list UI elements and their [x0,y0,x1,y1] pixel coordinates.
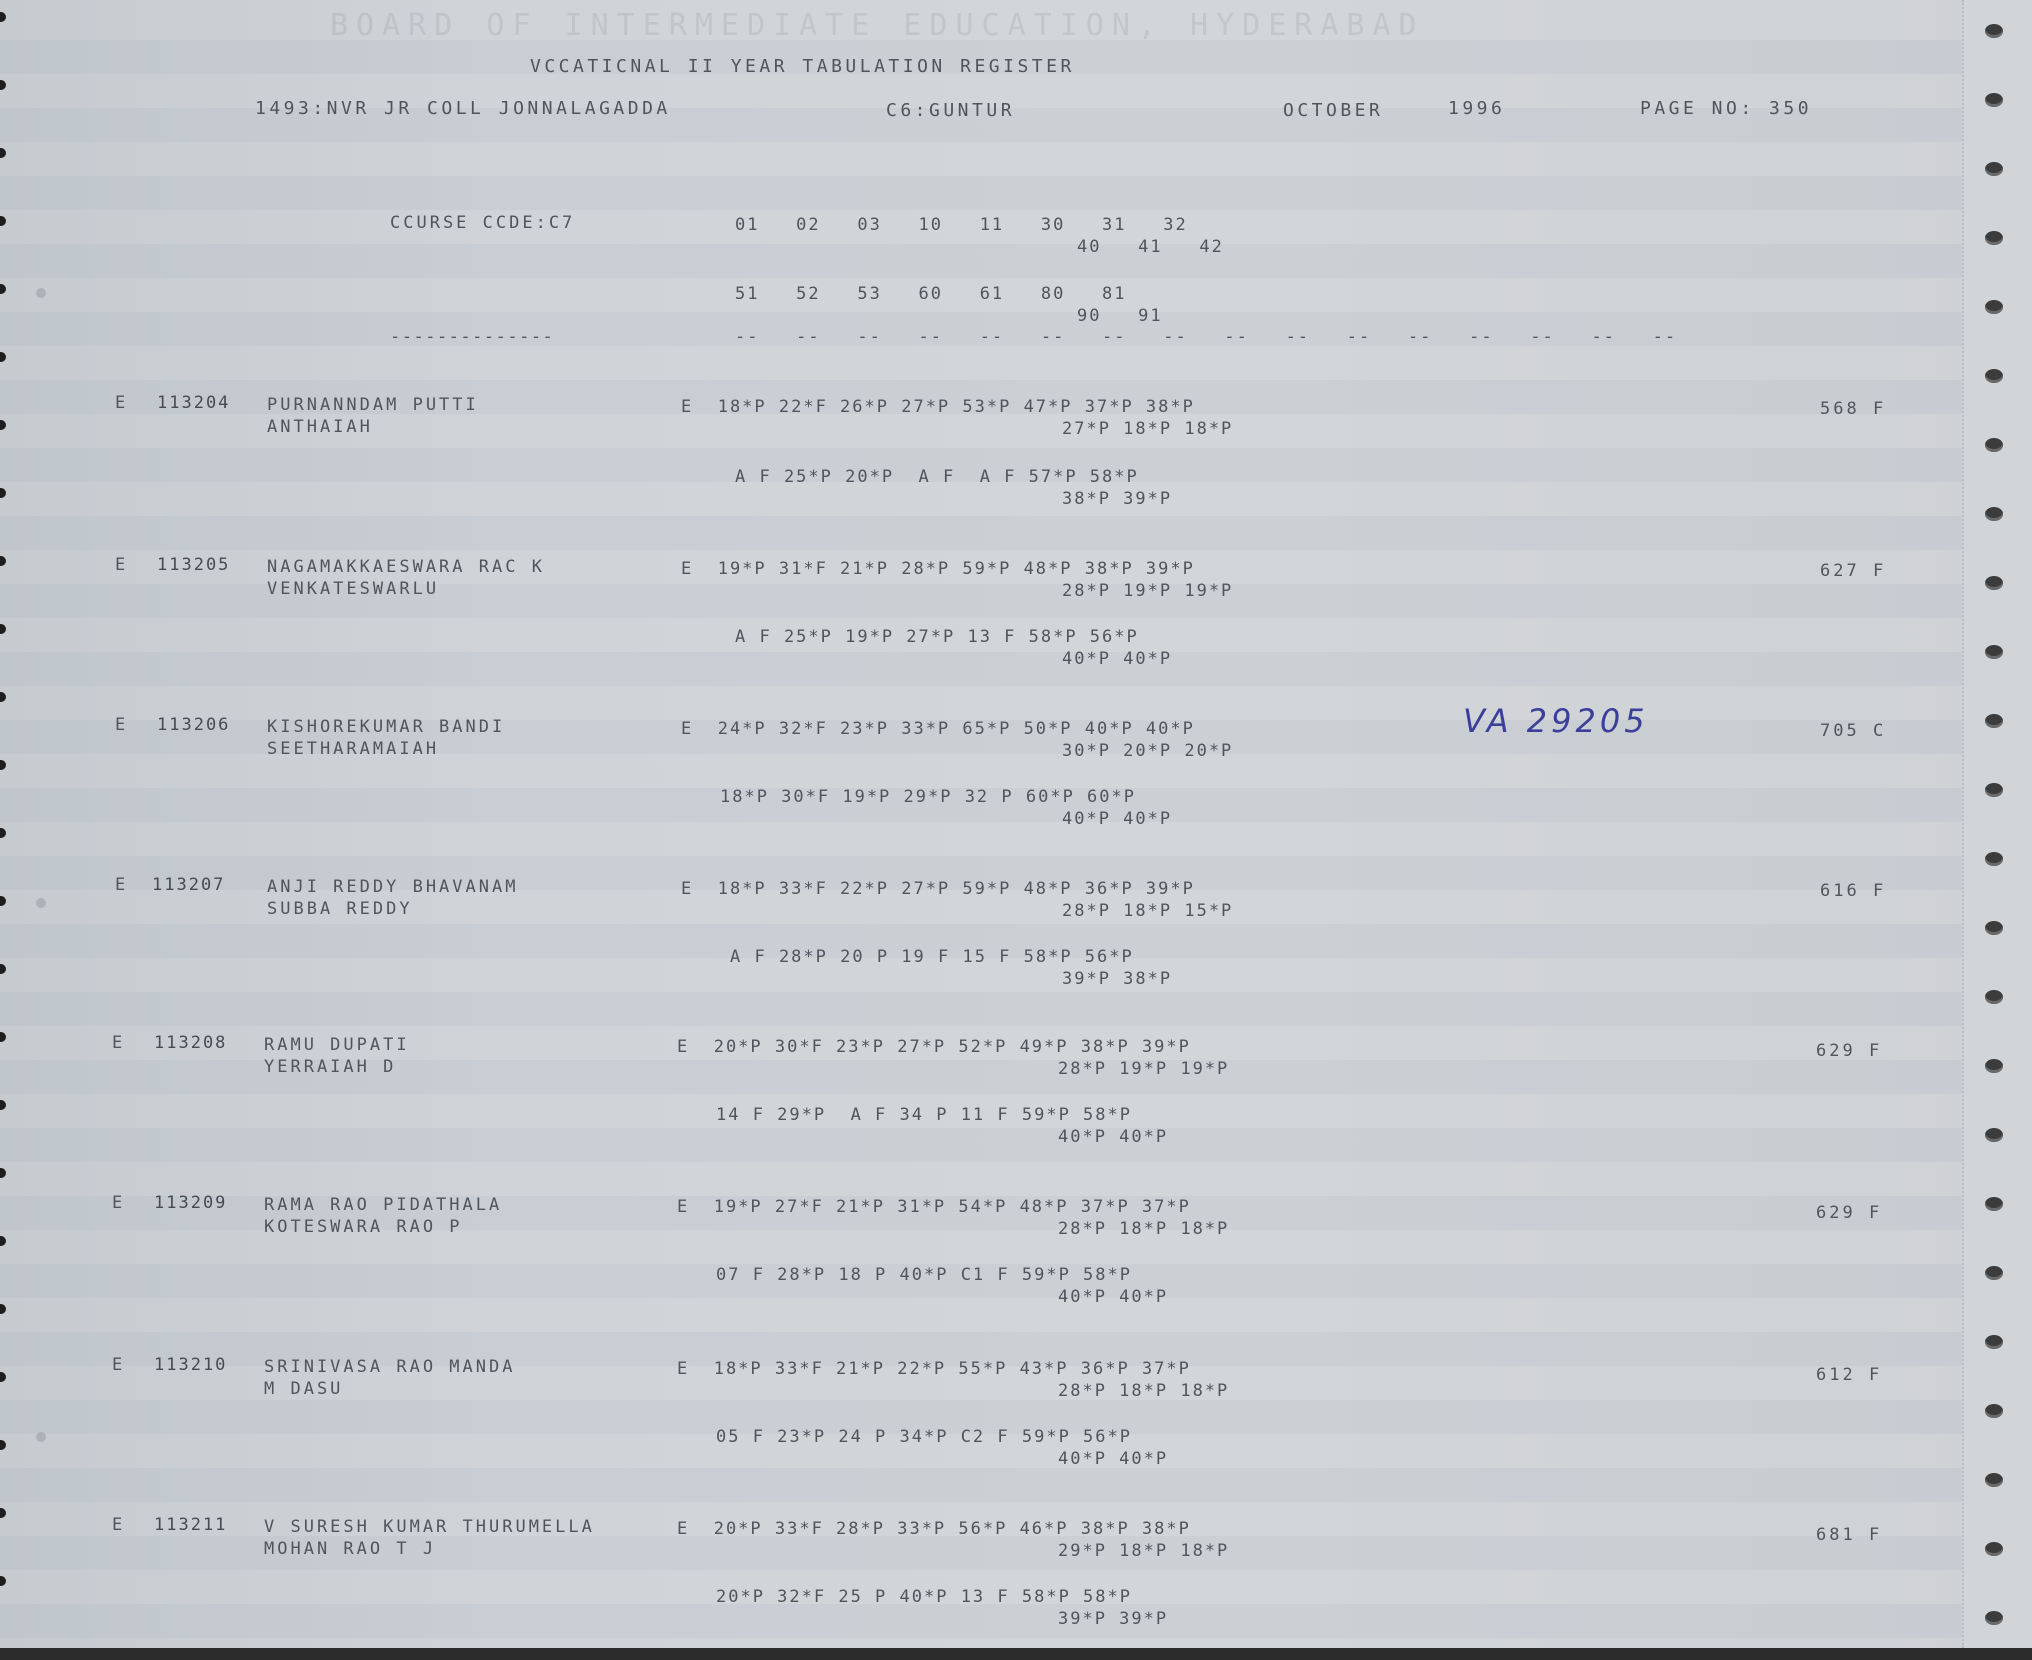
sprocket-hole [1985,1266,2003,1280]
subject-codes-row1b: 40 41 42 [1077,237,1224,257]
dash-rule-left: -------------- [390,327,555,347]
paper-band [0,1468,1985,1502]
tractor-hole [0,1372,6,1382]
show-through-heading: BOARD OF INTERMEDIATE EDUCATION, HYDERABAD [330,8,1425,43]
total-result: 627 F [1820,561,1887,581]
paper-band [0,244,1985,278]
marks-line-2: 29*P 18*P 18*P [1058,1541,1230,1561]
sprocket-hole [1985,369,2003,383]
tractor-hole [0,1100,6,1110]
tractor-hole [0,352,6,362]
paper-smudge [36,1432,46,1442]
marks-line-1: E 19*P 31*F 21*P 28*P 59*P 48*P 38*P 39*P [681,559,1195,579]
sprocket-hole [1985,645,2003,659]
tractor-hole [0,828,6,838]
hall-ticket-number: 113207 [152,875,226,895]
marks-line-4: 40*P 40*P [1058,1127,1169,1147]
sprocket-hole [1985,1059,2003,1073]
stream-code: E [115,875,129,895]
stream-code: E [115,393,129,413]
sprocket-hole [1985,93,2003,107]
sprocket-hole [1985,783,2003,797]
sprocket-hole [1985,1611,2003,1625]
total-result: 616 F [1820,881,1887,901]
marks-line-1: E 18*P 33*F 22*P 27*P 59*P 48*P 36*P 39*P [681,879,1195,899]
marks-line-2: 28*P 19*P 19*P [1058,1059,1230,1079]
paper-smudge [36,898,46,908]
sprocket-hole [1985,1335,2003,1349]
tractor-hole [0,760,6,770]
register-title: VCCATICNAL II YEAR TABULATION REGISTER [530,56,1075,77]
district-code: C6:GUNTUR [886,100,1016,121]
marks-line-4: 40*P 40*P [1058,1449,1169,1469]
stream-code: E [112,1355,126,1375]
tractor-hole [0,1168,6,1178]
tractor-hole [0,1032,6,1042]
tractor-hole [0,148,6,158]
marks-line-3: A F 28*P 20 P 19 F 15 F 58*P 56*P [730,947,1134,967]
total-result: 629 F [1816,1203,1883,1223]
father-name: M DASU [264,1379,344,1399]
tractor-hole [0,488,6,498]
student-name: RAMA RAO PIDATHALA [264,1195,503,1215]
paper-band [0,176,1985,210]
subject-codes-row2: 51 52 53 60 61 80 81 [735,284,1127,304]
total-result: 681 F [1816,1525,1883,1545]
marks-line-4: 39*P 38*P [1062,969,1173,989]
marks-line-2: 28*P 18*P 15*P [1062,901,1234,921]
marks-line-4: 39*P 39*P [1058,1609,1169,1629]
father-name: YERRAIAH D [264,1057,397,1077]
tractor-hole [0,1236,6,1246]
marks-line-2: 30*P 20*P 20*P [1062,741,1234,761]
hall-ticket-number: 113209 [154,1193,228,1213]
tractor-hole [0,624,6,634]
paper-band [0,1128,1985,1162]
paper-band [0,516,1985,550]
marks-line-2: 27*P 18*P 18*P [1062,419,1234,439]
marks-line-3: 18*P 30*F 19*P 29*P 32 P 60*P 60*P [720,787,1136,807]
dash-rule-right: -- -- -- -- -- -- -- -- -- -- -- -- -- -- -- -- [735,327,1678,347]
page-number: PAGE NO: 350 [1640,98,1813,119]
marks-line-1: E 18*P 33*F 21*P 22*P 55*P 43*P 36*P 37*P [677,1359,1191,1379]
tractor-hole [0,1304,6,1314]
marks-line-1: E 24*P 32*F 23*P 33*P 65*P 50*P 40*P 40*P [681,719,1195,739]
course-code-label: CCURSE CCDE:C7 [390,213,576,233]
marks-line-1: E 18*P 22*F 26*P 27*P 53*P 47*P 37*P 38*P [681,397,1195,417]
tractor-hole [0,556,6,566]
father-name: KOTESWARA RAO P [264,1217,463,1237]
father-name: SUBBA REDDY [267,899,413,919]
marks-line-1: E 19*P 27*F 21*P 31*P 54*P 48*P 37*P 37*P [677,1197,1191,1217]
total-result: 568 F [1820,399,1887,419]
stream-code: E [115,715,129,735]
subject-codes-row2b: 90 91 [1077,306,1163,326]
tractor-hole [0,284,6,294]
sprocket-hole [1985,1404,2003,1418]
tractor-hole [0,80,6,90]
student-name: RAMU DUPATI [264,1035,410,1055]
marks-line-3: 07 F 28*P 18 P 40*P C1 F 59*P 58*P [716,1265,1132,1285]
paper-smudge [36,288,46,298]
sprocket-hole [1985,507,2003,521]
marks-line-3: A F 25*P 19*P 27*P 13 F 58*P 56*P [735,627,1139,647]
total-result: 612 F [1816,1365,1883,1385]
subject-codes-row1: 01 02 03 10 11 30 31 32 [735,215,1188,235]
hall-ticket-number: 113210 [154,1355,228,1375]
student-name: PURNANNDAM PUTTI [267,395,479,415]
marks-line-3: 20*P 32*F 25 P 40*P 13 F 58*P 58*P [716,1587,1132,1607]
marks-line-4: 40*P 40*P [1058,1287,1169,1307]
tractor-hole [0,964,6,974]
marks-line-4: 40*P 40*P [1062,809,1173,829]
marks-line-3: 14 F 29*P A F 34 P 11 F 59*P 58*P [716,1105,1132,1125]
total-result: 629 F [1816,1041,1883,1061]
sprocket-hole [1985,24,2003,38]
sprocket-hole [1985,1473,2003,1487]
sprocket-hole [1985,438,2003,452]
sprocket-hole [1985,990,2003,1004]
scan-bottom-edge [0,1648,2032,1660]
marks-line-3: 05 F 23*P 24 P 34*P C2 F 59*P 56*P [716,1427,1132,1447]
tractor-hole [0,216,6,226]
annotation-text: VA 29205 [1463,702,1649,740]
stream-code: E [112,1033,126,1053]
stream-code: E [115,555,129,575]
right-tractor-strip [1962,0,2032,1648]
marks-line-2: 28*P 18*P 18*P [1058,1381,1230,1401]
stream-code: E [112,1515,126,1535]
hall-ticket-number: 113208 [154,1033,228,1053]
marks-line-2: 28*P 19*P 19*P [1062,581,1234,601]
student-name: SRINIVASA RAO MANDA [264,1357,516,1377]
marks-line-1: E 20*P 30*F 23*P 27*P 52*P 49*P 38*P 39*P [677,1037,1191,1057]
sprocket-hole [1985,1542,2003,1556]
left-tractor-edge [0,0,8,1648]
tractor-hole [0,12,6,22]
hall-ticket-number: 113205 [157,555,231,575]
tractor-hole [0,1508,6,1518]
paper-band [0,1604,1985,1638]
sprocket-hole [1985,1197,2003,1211]
hall-ticket-number: 113206 [157,715,231,735]
hall-ticket-number: 113204 [157,393,231,413]
marks-line-2: 28*P 18*P 18*P [1058,1219,1230,1239]
tractor-hole [0,420,6,430]
tractor-hole [0,692,6,702]
exam-month: OCTOBER [1283,100,1384,121]
paper-band [0,992,1985,1026]
sprocket-hole [1985,714,2003,728]
father-name: SEETHARAMAIAH [267,739,440,759]
marks-line-4: 38*P 39*P [1062,489,1173,509]
stream-code: E [112,1193,126,1213]
student-name: KISHOREKUMAR BANDI [267,717,506,737]
sprocket-hole [1985,576,2003,590]
total-result: 705 C [1820,721,1887,741]
exam-year: 1996 [1448,98,1506,119]
college-name: 1493:NVR JR COLL JONNALAGADDA [255,98,671,119]
paper-band [0,652,1985,686]
marks-line-1: E 20*P 33*F 28*P 33*P 56*P 46*P 38*P 38*P [677,1519,1191,1539]
tractor-hole [0,896,6,906]
sprocket-hole [1985,921,2003,935]
sprocket-hole [1985,852,2003,866]
father-name: VENKATESWARLU [267,579,440,599]
marks-line-4: 40*P 40*P [1062,649,1173,669]
tractor-hole [0,1440,6,1450]
sprocket-hole [1985,231,2003,245]
handwritten-annotation [1455,688,1685,748]
student-name: ANJI REDDY BHAVANAM [267,877,519,897]
father-name: MOHAN RAO T J [264,1539,437,1559]
hall-ticket-number: 113211 [154,1515,228,1535]
marks-line-3: A F 25*P 20*P A F A F 57*P 58*P [735,467,1139,487]
father-name: ANTHAIAH [267,417,373,437]
sprocket-hole [1985,1128,2003,1142]
sprocket-hole [1985,300,2003,314]
student-name: V SURESH KUMAR THURUMELLA [264,1517,595,1537]
student-name: NAGAMAKKAESWARA RAC K [267,557,545,577]
sprocket-hole [1985,162,2003,176]
tractor-hole [0,1576,6,1586]
